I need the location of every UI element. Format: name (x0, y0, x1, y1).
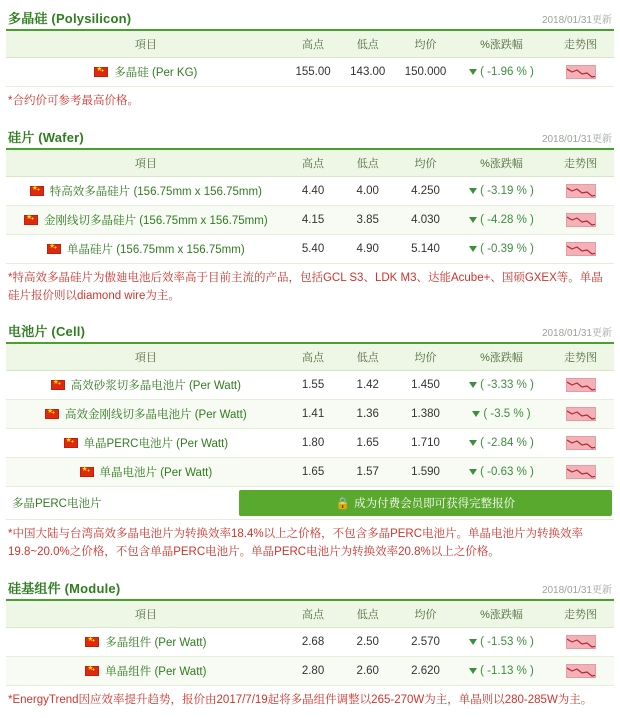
sparkline-icon[interactable] (566, 242, 596, 256)
triangle-down-icon (469, 440, 477, 446)
table-row (6, 58, 614, 87)
row-avg: 1.380 (395, 400, 456, 429)
price-table (6, 601, 614, 686)
row-low: 4.90 (340, 234, 395, 263)
row-change (456, 628, 547, 657)
sparkline-icon[interactable] (566, 184, 596, 198)
table-header-row (6, 344, 614, 371)
section-title: 硅基组件 (Module) (8, 581, 121, 597)
col-item: 項目 (6, 601, 286, 628)
sparkline-icon[interactable] (566, 65, 596, 79)
row-avg: 5.140 (395, 234, 456, 263)
section-header (6, 4, 614, 31)
col-high: 高点 (286, 601, 341, 628)
table-row (6, 205, 614, 234)
change-value: ( -3.19 % ) (469, 185, 534, 197)
triangle-down-icon (469, 188, 477, 194)
row-trend[interactable] (547, 371, 614, 400)
row-avg: 1.450 (395, 371, 456, 400)
row-item-label: 多晶硅 (Per KG) (114, 67, 198, 79)
row-high: 1.55 (286, 371, 341, 400)
row-low: 1.57 (340, 458, 395, 487)
section-update-date: 2018/01/31更新 (541, 585, 612, 597)
row-avg: 2.570 (395, 628, 456, 657)
col-item: 項目 (6, 150, 286, 177)
change-value: ( -0.39 % ) (469, 243, 534, 255)
section-title: 硅片 (Wafer) (8, 129, 84, 145)
section-title: 多晶硅 (Polysilicon) (8, 11, 132, 26)
triangle-down-icon (469, 246, 477, 252)
row-item (6, 234, 286, 263)
table-header-row (6, 601, 614, 628)
row-high: 4.40 (286, 176, 341, 205)
change-value: ( -1.53 % ) (469, 636, 534, 648)
col-avg: 均价 (395, 150, 456, 177)
row-avg: 4.030 (395, 205, 456, 234)
row-item (6, 58, 286, 87)
row-trend[interactable] (547, 176, 614, 205)
china-flag-icon (24, 215, 38, 225)
section-update-date: 2018/01/31更新 (541, 133, 612, 145)
col-item: 項目 (6, 31, 286, 58)
sections-container (6, 4, 614, 718)
row-low: 2.50 (340, 628, 395, 657)
col-item: 項目 (6, 344, 286, 371)
col-trend: 走势图 (547, 344, 614, 371)
section-header (6, 317, 614, 344)
row-high: 1.41 (286, 400, 341, 429)
col-low: 低点 (340, 601, 395, 628)
china-flag-icon (85, 637, 99, 647)
row-low: 1.36 (340, 400, 395, 429)
row-change (456, 58, 547, 87)
sparkline-icon[interactable] (566, 436, 596, 450)
section-update-date: 2018/01/31更新 (541, 15, 612, 26)
row-low: 4.00 (340, 176, 395, 205)
row-item-label: 单晶PERC电池片 (Per Watt) (83, 438, 229, 451)
triangle-down-icon (469, 469, 477, 475)
member-row-label: 多晶PERC电池片 (12, 498, 102, 511)
col-low: 低点 (340, 150, 395, 177)
row-trend[interactable] (547, 234, 614, 263)
row-trend[interactable] (547, 628, 614, 657)
china-flag-icon (45, 409, 59, 419)
table-row (6, 657, 614, 686)
section-note: *EnergyTrend因应效率提升趋势，报价由2017/7/19起将多晶组件调整以265-270W为主，单晶则以280-285W为主。 (8, 694, 593, 707)
change-value: ( -0.63 % ) (469, 466, 534, 478)
price-section (6, 317, 614, 570)
triangle-down-icon (469, 217, 477, 223)
row-avg: 4.250 (395, 176, 456, 205)
row-low: 143.00 (340, 58, 395, 87)
table-header-row (6, 150, 614, 177)
china-flag-icon (64, 438, 78, 448)
row-item (6, 628, 286, 657)
row-change (456, 371, 547, 400)
sparkline-icon[interactable] (566, 635, 596, 649)
table-row (6, 176, 614, 205)
china-flag-icon (51, 380, 65, 390)
table-row (6, 458, 614, 487)
china-flag-icon (85, 666, 99, 676)
china-flag-icon (30, 186, 44, 196)
row-item (6, 458, 286, 487)
row-low: 1.42 (340, 371, 395, 400)
china-flag-icon (94, 67, 108, 77)
price-table-page (0, 4, 620, 718)
row-item-label: 金刚线切多晶硅片 (156.75mm x 156.75mm) (44, 214, 268, 227)
col-avg: 均价 (395, 601, 456, 628)
section-note: *合约价可参考最高价格。 (8, 95, 139, 107)
row-change (456, 400, 547, 429)
triangle-down-icon (469, 639, 477, 645)
china-flag-icon (80, 467, 94, 477)
sparkline-icon[interactable] (566, 378, 596, 392)
row-change (456, 234, 547, 263)
row-item (6, 176, 286, 205)
lock-icon: 🔒 (335, 498, 351, 511)
row-item (6, 657, 286, 686)
sparkline-icon[interactable] (566, 664, 596, 678)
change-value: ( -1.96 % ) (469, 66, 534, 78)
section-header (6, 123, 614, 150)
table-row (6, 234, 614, 263)
row-high: 4.15 (286, 205, 341, 234)
become-member-button[interactable]: 🔒 成为付费会员即可获得完整报价 (239, 490, 612, 516)
table-row (6, 400, 614, 429)
row-high: 5.40 (286, 234, 341, 263)
row-item (6, 429, 286, 458)
row-item-label: 多晶组件 (Per Watt) (105, 637, 207, 650)
change-value: ( -2.84 % ) (469, 437, 534, 449)
row-change (456, 176, 547, 205)
sparkline-icon[interactable] (566, 465, 596, 479)
change-value: ( -3.33 % ) (469, 379, 534, 391)
row-item-label: 高效金刚线切多晶电池片 (Per Watt) (65, 409, 247, 422)
col-avg: 均价 (395, 344, 456, 371)
col-trend: 走势图 (547, 31, 614, 58)
row-item-label: 单晶电池片 (Per Watt) (99, 467, 213, 480)
row-item-label: 单晶组件 (Per Watt) (105, 666, 207, 679)
col-change: %涨跌幅 (456, 344, 547, 371)
row-high: 2.80 (286, 657, 341, 686)
price-section (6, 4, 614, 119)
row-item (6, 371, 286, 400)
row-avg: 1.590 (395, 458, 456, 487)
triangle-down-icon (469, 668, 477, 674)
row-item-label: 特高效多晶硅片 (156.75mm x 156.75mm) (49, 185, 262, 198)
row-high: 2.68 (286, 628, 341, 657)
section-update-date: 2018/01/31更新 (541, 328, 612, 340)
row-trend[interactable] (547, 58, 614, 87)
china-flag-icon (47, 244, 61, 254)
price-table (6, 31, 614, 87)
change-value: ( -4.28 % ) (469, 214, 534, 226)
table-header-row (6, 31, 614, 58)
row-low: 3.85 (340, 205, 395, 234)
table-row (6, 628, 614, 657)
table-row (6, 371, 614, 400)
section-header (6, 574, 614, 601)
row-high: 1.65 (286, 458, 341, 487)
col-trend: 走势图 (547, 601, 614, 628)
row-high: 1.80 (286, 429, 341, 458)
price-section (6, 123, 614, 314)
row-change (456, 205, 547, 234)
col-avg: 均价 (395, 31, 456, 58)
row-low: 2.60 (340, 657, 395, 686)
row-high: 155.00 (286, 58, 341, 87)
row-trend[interactable] (547, 429, 614, 458)
row-low: 1.65 (340, 429, 395, 458)
col-high: 高点 (286, 344, 341, 371)
row-change (456, 657, 547, 686)
section-title: 电池片 (Cell) (8, 324, 86, 340)
row-avg: 150.000 (395, 58, 456, 87)
sparkline-icon[interactable] (566, 407, 596, 421)
section-note: *中国大陆与台湾高效多晶电池片为转换效率18.4%以上之价格，不包含多晶PERC电池片。单晶电池片为转换效率19.8~20.0%之价格，不包含单晶PERC电池片。单晶PERC电池片为转换效率20.8%以上之价格。 (8, 528, 584, 559)
row-avg: 2.620 (395, 657, 456, 686)
row-trend[interactable] (547, 400, 614, 429)
row-item-label: 高效砂浆切多晶电池片 (Per Watt) (70, 380, 241, 393)
col-change: %涨跌幅 (456, 601, 547, 628)
row-item (6, 205, 286, 234)
row-trend[interactable] (547, 657, 614, 686)
change-value: ( -1.13 % ) (469, 665, 534, 677)
triangle-down-icon (472, 411, 480, 417)
col-trend: 走势图 (547, 150, 614, 177)
price-table (6, 344, 614, 487)
triangle-down-icon (469, 69, 477, 75)
col-low: 低点 (340, 344, 395, 371)
triangle-down-icon (469, 382, 477, 388)
member-upsell-row (6, 487, 614, 520)
row-item-label: 单晶硅片 (156.75mm x 156.75mm) (67, 243, 245, 256)
sparkline-icon[interactable] (566, 213, 596, 227)
col-high: 高点 (286, 150, 341, 177)
change-value: ( -3.5 % ) (472, 408, 530, 420)
col-change: %涨跌幅 (456, 150, 547, 177)
price-section (6, 574, 614, 718)
col-high: 高点 (286, 31, 341, 58)
row-change (456, 458, 547, 487)
row-change (456, 429, 547, 458)
row-trend[interactable] (547, 458, 614, 487)
price-table (6, 150, 614, 264)
row-item (6, 400, 286, 429)
col-change: %涨跌幅 (456, 31, 547, 58)
col-low: 低点 (340, 31, 395, 58)
table-row (6, 429, 614, 458)
row-avg: 1.710 (395, 429, 456, 458)
row-trend[interactable] (547, 205, 614, 234)
section-note: *特高效多晶硅片为傲廸电池后效率高于目前主流的产品，包括GCL S3、LDK M3、达能Acube+、国硕GXEX等。单晶硅片报价则以diamond wire为主。 (8, 271, 603, 302)
